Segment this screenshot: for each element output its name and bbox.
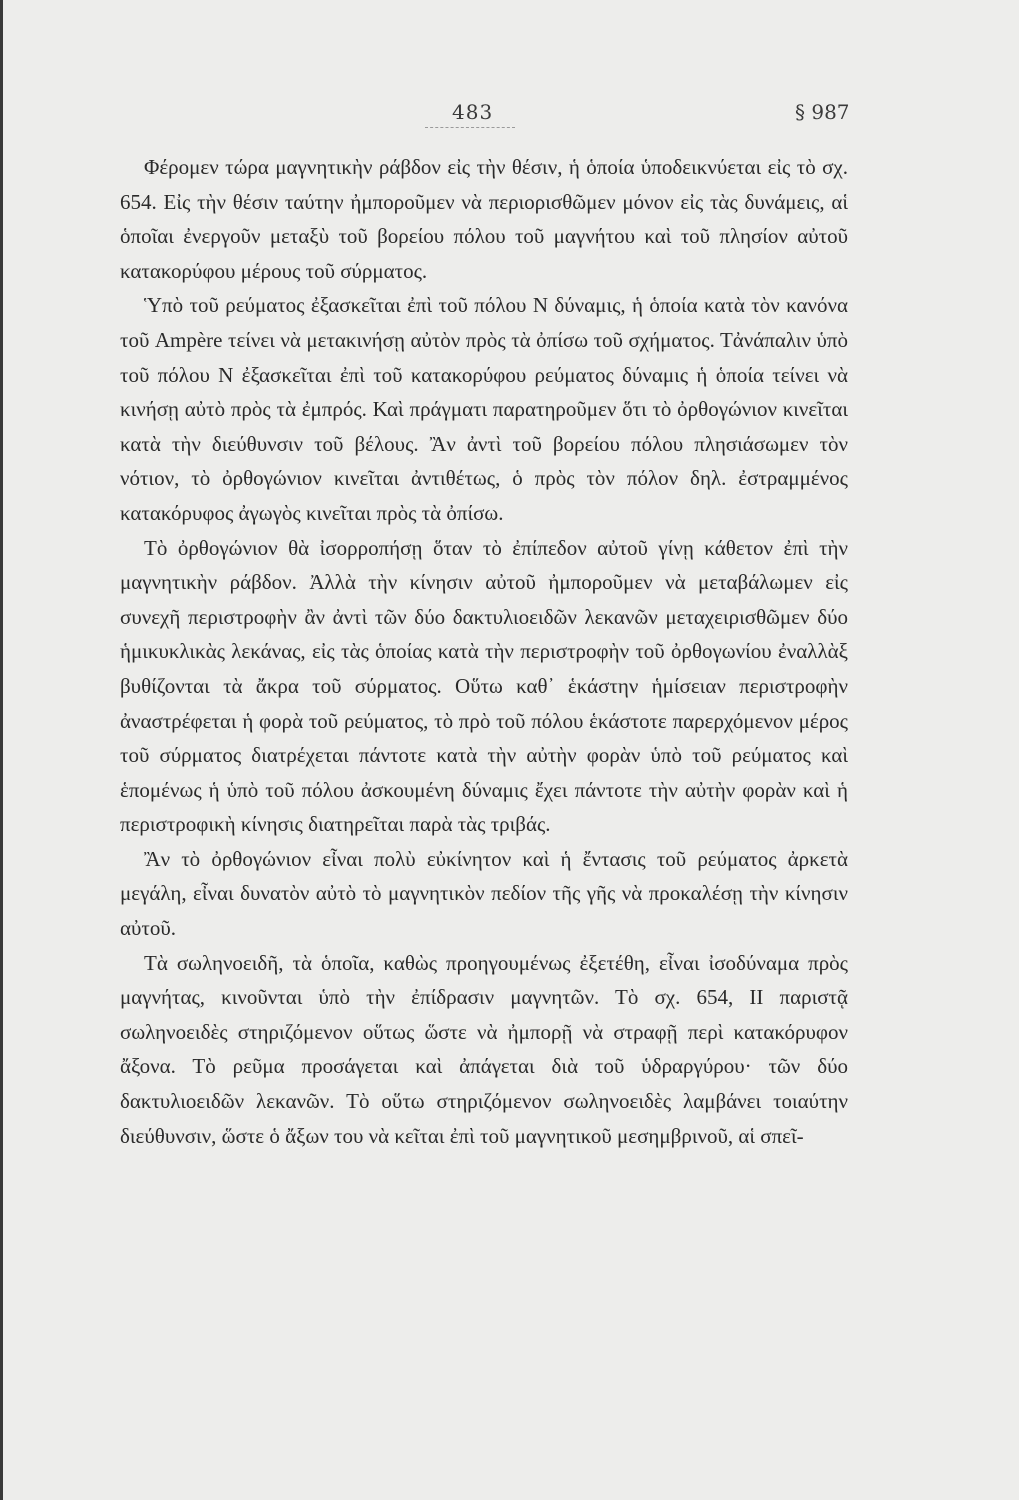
running-header: [0, 100, 1019, 140]
paragraph: Φέρομεν τώρα μαγνητικὴν ράβδον εἰς τὴν θέσιν, ἡ ὁποία ὑποδεικνύεται εἰς τὸ σχ. 654. Εἰς τὴν θέσιν ταύτην ἠμποροῦμεν νὰ περιορισθῶμεν μόνον εἰς τὰς δυνάμεις, αἱ ὁποῖαι ἐνεργοῦν μεταξὺ τοῦ βορείου πόλου τοῦ μαγνήτου καὶ τοῦ πλησίον αὐτοῦ κατακορύφου μέρους τοῦ σύρματος.: [120, 155, 848, 283]
paragraph: Τὸ ὀρθογώνιον θὰ ἰσορροπήσῃ ὅταν τὸ ἐπίπεδον αὐτοῦ γίνῃ κάθετον ἐπὶ τὴν μαγνητικὴν ράβδον. Ἀλλὰ τὴν κίνησιν αὐτοῦ ἠμποροῦμεν νὰ μεταβάλωμεν εἰς συνεχῆ περιστροφὴν ἂν ἀντὶ τῶν δύο δακτυλιοειδῶν λεκανῶν μεταχειρισθῶμεν δύο ἡμικυκλικὰς λεκάνας, εἰς τὰς ὁποίας κατὰ τὴν περιστροφὴν τοῦ ὀρθογωνίου ἐναλλὰξ βυθίζονται τὰ ἄκρα τοῦ σύρματος. Οὕτω καθ᾽ ἑκάστην ἡμίσειαν περιστροφὴν ἀναστρέφεται ἡ φορὰ τοῦ ρεύματος, τὸ πρὸ τοῦ πόλου ἑκάστοτε παρερχόμενον μέρος τοῦ σύρματος διατρέχεται πάντοτε κατὰ τὴν αὐτὴν φορὰν ὑπὸ τοῦ ρεύματος καὶ ἑπομένως ἡ ὑπὸ τοῦ πόλου ἀσκουμένη δύναμις ἔχει πάντοτε τὴν αὐτὴν φορὰν καὶ ἡ περιστροφικὴ κίνησις διατηρεῖται παρὰ τὰς τριβάς.: [120, 535, 848, 837]
page-number-rule: [425, 127, 515, 128]
paragraph: Ὑπὸ τοῦ ρεύματος ἐξασκεῖται ἐπὶ τοῦ πόλου Ν δύναμις, ἡ ὁποία κατὰ τὸν κανόνα τοῦ Ampère τείνει νὰ μετακινήσῃ αὐτὸν πρὸς τὰ ὀπίσω τοῦ σχήματος. Τἀνάπαλιν ὑπὸ τοῦ πόλου Ν ἐξασκεῖται ἐπὶ τοῦ κατακορύφου ρεύματος δύναμις ἡ ὁποία τείνει νὰ κινήσῃ αὐτὸ πρὸς τὰ ἐμπρός. Καὶ πράγματι παρατηροῦμεν ὅτι τὸ ὀρθογώνιον κινεῖται κατὰ τὴν διεύθυνσιν τοῦ βέλους. Ἂν ἀντὶ τοῦ βορείου πόλου πλησιάσωμεν τὸν νότιον, τὸ ὀρθογώνιον κινεῖται ἀντιθέτως, ὁ πρὸς τὸν πόλον δηλ. ἐστραμμένος κατακόρυφος ἀγωγὸς κινεῖται πρὸς τὰ ὀπίσω.: [120, 293, 848, 525]
section-number: § 987: [795, 100, 850, 124]
paragraph: Ἂν τὸ ὀρθογώνιον εἶναι πολὺ εὐκίνητον καὶ ἡ ἔντασις τοῦ ρεύματος ἀρκετὰ μεγάλη, εἶναι δυνατὸν αὐτὸ τὸ μαγνητικὸν πεδίον τῆς γῆς νὰ προκαλέσῃ τὴν κίνησιν αὐτοῦ.: [120, 846, 848, 941]
page-number: 483: [452, 100, 494, 124]
scan-edge: [0, 0, 3, 1500]
paragraph: Τὰ σωληνοειδῆ, τὰ ὁποῖα, καθὼς προηγουμένως ἐξετέθη, εἶναι ἰσοδύναμα πρὸς μαγνήτας, κινοῦνται ὑπὸ τὴν ἐπίδρασιν μαγνητῶν. Τὸ σχ. 654, II παριστᾷ σωληνοειδὲς στηριζόμενον οὕτως ὥστε νὰ ἠμπορῇ νὰ στραφῇ περὶ κατακόρυφον ἄξονα. Τὸ ρεῦμα προσάγεται καὶ ἀπάγεται διὰ τοῦ ὑδραργύρου· τῶν δύο δακτυλιοειδῶν λεκανῶν. Τὸ οὕτω στηριζόμενον σωληνοειδὲς λαμβάνει τοιαύτην διεύθυνσιν, ὥστε ὁ ἄξων του νὰ κεῖται ἐπὶ τοῦ μαγνητικοῦ μεσημβρινοῦ, αἱ σπεῖ-: [120, 950, 848, 1148]
body-text: [120, 150, 848, 1153]
